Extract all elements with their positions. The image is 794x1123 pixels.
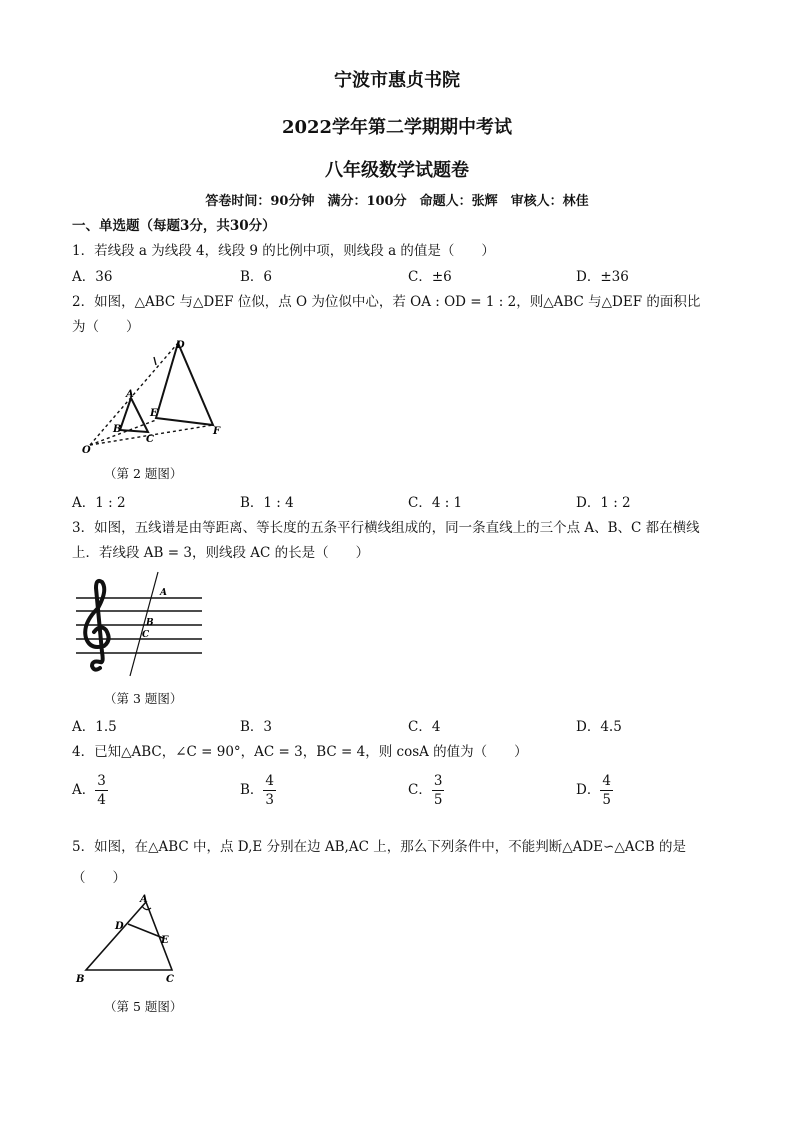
q2-label-d: D (176, 340, 185, 351)
q2-label-c: C (146, 434, 154, 445)
q3-caption: （第 3 题图） (104, 691, 183, 706)
q5-caption: （第 5 题图） (104, 999, 183, 1014)
q4-option-a-label: A． (72, 782, 96, 798)
q2-text-line2: 为（ ） (72, 319, 140, 335)
q2-label-o: O (82, 445, 91, 456)
q3-label-c: C (142, 630, 150, 640)
q5-label-c: C (166, 974, 174, 985)
q2-label-a: A (126, 389, 134, 400)
q4-option-d (576, 772, 613, 809)
q2-option-d: D．1 : 2 (576, 495, 631, 511)
q4-option-a-den: 4 (97, 792, 106, 808)
q4-option-c-den: 5 (433, 792, 443, 808)
q3-option-c: C．4 (408, 719, 441, 735)
q4-option-c (408, 772, 444, 809)
q4-option-b-den: 3 (265, 792, 275, 808)
q2-label-f: F (213, 426, 221, 437)
q4-option-d-num: 4 (602, 773, 611, 789)
school-name: 宁波市惠贞书院 (334, 70, 460, 91)
q1-text: 1．若线段 a 为线段 4，线段 9 的比例中项，则线段 a 的值是（ ） (72, 243, 495, 259)
q3-label-b: B (146, 618, 154, 628)
q1-option-a: A．36 (72, 269, 113, 285)
q5-label-b: B (76, 974, 85, 985)
q1-option-c: C．±6 (408, 269, 452, 285)
q2-option-b: B．1 : 4 (240, 495, 294, 511)
q2-triangle-abc (120, 398, 148, 432)
q2-figure (70, 335, 230, 460)
q3-option-d: D．4.5 (576, 719, 622, 735)
q2-text-line1: 2．如图，△ABC 与△DEF 位似，点 O 为位似中心，若 OA : OD = 1 : 2，则△ABC 与△DEF 的面积比 (72, 294, 701, 310)
q5-label-a: A (140, 894, 148, 905)
section-title: 一、单选题（每题3分，共30分） (72, 218, 276, 234)
q3-text-line1: 3．如图，五线谱是由等距离、等长度的五条平行横线组成的，同一条直线上的三个点 A、B、C 都在横线 (72, 520, 700, 536)
q2-label-b: B (113, 424, 122, 435)
q2-triangle-def (156, 343, 213, 425)
q2-option-a: A．1 : 2 (72, 495, 126, 511)
q5-label-e: E (161, 935, 169, 946)
q2-caption: （第 2 题图） (104, 466, 183, 481)
q2-option-c: C．4 : 1 (408, 495, 463, 511)
q4-option-c-label: C． (408, 782, 432, 798)
q4-option-b (240, 772, 276, 809)
q4-option-d-den: 5 (602, 792, 611, 808)
q1-option-d: D．±36 (576, 269, 629, 285)
q4-option-b-label: B． (240, 782, 264, 798)
q4-option-a-num: 3 (97, 773, 106, 789)
q3-option-b: B．3 (240, 719, 273, 735)
q3-label-a: A (160, 588, 167, 598)
q5-text-line2: （ ） (72, 870, 126, 886)
q3-option-a: A．1.5 (72, 719, 117, 735)
exam-title: 2022学年第二学期期中考试 (281, 117, 513, 138)
q2-ray-od (90, 343, 178, 445)
q5-label-d: D (115, 921, 124, 932)
q5-text-line1: 5．如图，在△ABC 中，点 D,E 分别在边 AB,AC 上，那么下列条件中，不能判断△ADE∽△ACB 的是 (72, 839, 686, 855)
q5-figure (72, 892, 192, 992)
paper-title: 八年级数学试题卷 (325, 160, 469, 181)
q4-option-a (72, 772, 108, 809)
q4-option-c-num: 3 (433, 773, 443, 789)
q4-text: 4．已知△ABC，∠C = 90°，AC = 3，BC = 4，则 cosA 的值为（ ） (72, 744, 528, 760)
q3-slant-line (130, 572, 158, 676)
q1-option-b: B．6 (240, 269, 273, 285)
q4-option-d-label: D． (576, 782, 601, 798)
q4-option-b-num: 4 (265, 773, 275, 789)
q2-label-e: E (150, 408, 158, 419)
exam-meta: 答卷时间：90分钟 满分：100分 命题人：张辉 审核人：林佳 (205, 194, 589, 209)
q3-text-line2: 上．若线段 AB = 3，则线段 AC 的长是（ ） (72, 545, 370, 561)
q3-figure (72, 568, 207, 680)
